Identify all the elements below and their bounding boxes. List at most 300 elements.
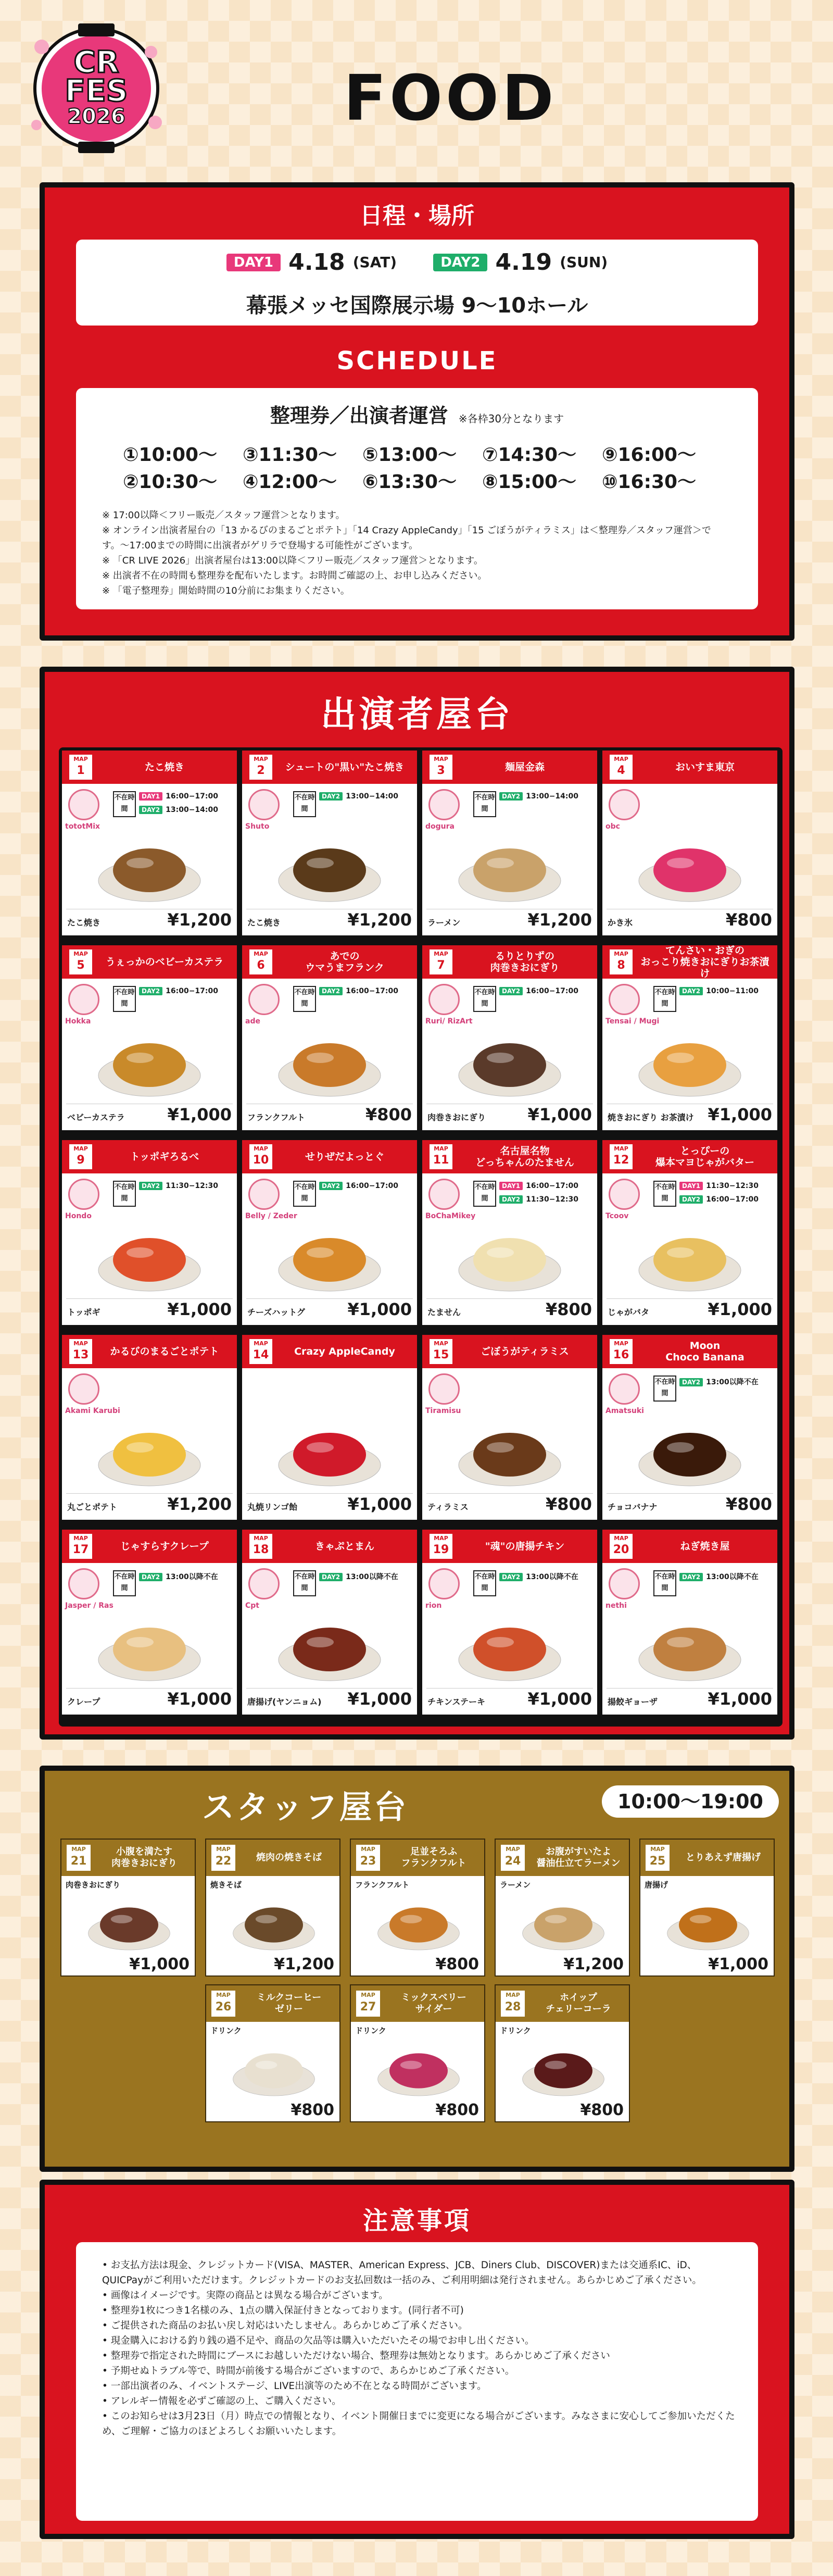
staff-stall-card[interactable] bbox=[60, 1839, 196, 1977]
day2-absent-time bbox=[319, 792, 398, 801]
food-image-icon bbox=[372, 2037, 465, 2100]
schedule-notes bbox=[102, 508, 737, 598]
staff-stall-card[interactable] bbox=[495, 1839, 630, 1977]
stall-name: てんさい・おぎの おっこり焼きおにぎりお茶漬け bbox=[640, 945, 769, 979]
logo-fes: FES bbox=[65, 73, 128, 108]
divider bbox=[607, 1493, 773, 1494]
map-number-badge bbox=[500, 1844, 526, 1872]
stall-card-header bbox=[62, 945, 237, 979]
stall-card[interactable] bbox=[62, 1530, 237, 1715]
stall-name: ねぎ焼き屋 bbox=[680, 1541, 730, 1552]
stall-name: るりとりずの 肉巻きおにぎり bbox=[490, 951, 560, 973]
stall-card-header bbox=[62, 1530, 237, 1563]
map-number-badge bbox=[428, 1533, 453, 1560]
stall-card[interactable] bbox=[422, 1335, 597, 1520]
food-image-icon bbox=[93, 1023, 206, 1102]
creator-avatar bbox=[428, 984, 460, 1015]
map-label: MAP bbox=[361, 1992, 375, 1998]
stall-card[interactable] bbox=[242, 1335, 417, 1520]
map-number: 26 bbox=[215, 2000, 232, 2014]
day2-badge: DAY2 bbox=[499, 792, 523, 801]
map-number: 1 bbox=[77, 764, 85, 777]
notice-item: • 予期せぬトラブル等で、時間が前後する場合がございますので、あらかじめご了承ください。 bbox=[102, 2364, 737, 2379]
item-name: 唐揚げ bbox=[645, 1880, 668, 1890]
stall-card-header bbox=[242, 1140, 417, 1173]
absent-label: 不在時間 bbox=[473, 1181, 496, 1207]
item-price: ¥800 bbox=[545, 1299, 592, 1319]
schedule-note: ※ 「電子整理券」開始時間の10分前にお集まりください。 bbox=[102, 585, 350, 596]
map-label: MAP bbox=[614, 1145, 628, 1152]
absent-label: 不在時間 bbox=[293, 1570, 316, 1596]
item-price: ¥1,000 bbox=[347, 1299, 412, 1319]
food-photo bbox=[453, 1218, 566, 1296]
absent-hours bbox=[293, 1179, 412, 1210]
food-image-icon bbox=[93, 1608, 206, 1686]
food-photo bbox=[273, 1218, 386, 1296]
map-label: MAP bbox=[254, 756, 268, 762]
date-venue-title: 日程・場所 bbox=[360, 203, 474, 229]
item-name: フランクフルト bbox=[355, 1880, 410, 1890]
map-number: 22 bbox=[215, 1855, 232, 1868]
map-label: MAP bbox=[614, 1535, 628, 1542]
map-number-badge bbox=[609, 1338, 634, 1365]
food-image-icon bbox=[634, 1608, 746, 1686]
map-number: 14 bbox=[253, 1348, 269, 1361]
day2-absent-time bbox=[319, 1182, 398, 1190]
creator-name: Shuto bbox=[245, 822, 270, 831]
food-photo bbox=[82, 1892, 176, 1954]
absent-label: 不在時間 bbox=[653, 1181, 676, 1207]
creator-name: nethi bbox=[605, 1602, 627, 1610]
map-number-badge bbox=[428, 1143, 453, 1170]
stall-card[interactable] bbox=[602, 1140, 777, 1325]
map-label: MAP bbox=[506, 1992, 520, 1998]
notice-title: 注意事項 bbox=[362, 2206, 471, 2235]
stall-name: じゃすらすクレープ bbox=[120, 1541, 209, 1552]
time-slot: ⑨16:00〜 bbox=[602, 444, 697, 466]
item-price: ¥800 bbox=[365, 1105, 412, 1124]
stall-card[interactable] bbox=[422, 945, 597, 1130]
item-price: ¥800 bbox=[291, 2101, 334, 2119]
time-range: 16:00−17:00 bbox=[706, 1195, 759, 1204]
creator-name: Cpt bbox=[245, 1602, 259, 1610]
notice-panel bbox=[40, 2180, 794, 2539]
map-number-badge bbox=[210, 1990, 236, 2018]
staff-stall-card[interactable] bbox=[350, 1839, 485, 1977]
time-slot: ⑤13:00〜 bbox=[362, 444, 457, 466]
divider bbox=[607, 1298, 773, 1299]
stall-card[interactable] bbox=[62, 1140, 237, 1325]
absent-label: 不在時間 bbox=[473, 986, 496, 1012]
stall-card[interactable] bbox=[62, 945, 237, 1130]
map-number-badge bbox=[428, 1338, 453, 1365]
ticket-title-text: 整理券／出演者運営 bbox=[270, 404, 448, 427]
item-name: かき氷 bbox=[608, 918, 633, 928]
food-image-icon bbox=[634, 1413, 746, 1491]
absent-hours bbox=[293, 984, 412, 1015]
divider bbox=[426, 1493, 593, 1494]
absent-label: 不在時間 bbox=[653, 986, 676, 1012]
day2-absent-time bbox=[499, 792, 578, 801]
food-photo bbox=[661, 1892, 755, 1954]
notice-item: • アレルギー情報を必ずご確認の上、ご購入ください。 bbox=[102, 2394, 737, 2409]
day1-badge: DAY1 bbox=[139, 792, 162, 801]
map-number: 21 bbox=[70, 1855, 87, 1868]
date-row bbox=[76, 249, 758, 276]
item-name: ティラミス bbox=[427, 1502, 469, 1512]
item-price: ¥1,000 bbox=[527, 1105, 592, 1124]
stall-name: 麺屋金森 bbox=[504, 761, 545, 773]
creator-name: rion bbox=[425, 1602, 442, 1610]
item-name: チョコバナナ bbox=[608, 1502, 658, 1512]
performer-stalls-grid bbox=[59, 747, 782, 1727]
creator-name: Akami Karubi bbox=[65, 1407, 120, 1415]
stall-card[interactable] bbox=[242, 751, 417, 935]
time-range: 16:00−17:00 bbox=[526, 1182, 578, 1190]
time-range: 10:00−11:00 bbox=[706, 987, 759, 995]
stall-card-header bbox=[62, 751, 237, 784]
stall-card[interactable] bbox=[602, 1530, 777, 1715]
creator-avatar bbox=[68, 1179, 99, 1210]
schedule-note: ※ 「CR LIVE 2026」出演者屋台は13:00以降＜フリー販売／スタッフ運営＞となります。 bbox=[102, 555, 483, 566]
food-image-icon bbox=[634, 829, 746, 907]
food-photo bbox=[93, 1608, 206, 1686]
map-label: MAP bbox=[73, 1340, 88, 1347]
absent-hours bbox=[653, 1373, 772, 1405]
day2-date: 4.19 bbox=[495, 249, 552, 276]
stall-card-header bbox=[602, 945, 777, 979]
day2-badge: DAY2 bbox=[679, 1378, 703, 1386]
item-name: ラーメン bbox=[427, 918, 461, 928]
map-number: 5 bbox=[77, 959, 85, 972]
map-number-badge bbox=[248, 1338, 273, 1365]
item-name: フランクフルト bbox=[247, 1112, 306, 1122]
absent-hours bbox=[473, 789, 592, 820]
food-image-icon bbox=[453, 1608, 566, 1686]
staff-stall-card[interactable] bbox=[495, 1984, 630, 2122]
item-price: ¥1,200 bbox=[167, 1494, 232, 1514]
item-name: ベビーカステラ bbox=[67, 1112, 125, 1122]
divider bbox=[607, 1688, 773, 1689]
staff-stall-card[interactable] bbox=[639, 1839, 775, 1977]
absent-label: 不在時間 bbox=[473, 1570, 496, 1596]
stall-name: ホイップ チェリーコーラ bbox=[546, 1992, 611, 2015]
food-photo bbox=[453, 1413, 566, 1491]
map-label: MAP bbox=[614, 951, 628, 957]
food-photo bbox=[453, 829, 566, 907]
creator-name: Belly / Zeder bbox=[245, 1212, 297, 1220]
stall-card[interactable] bbox=[422, 1140, 597, 1325]
food-photo bbox=[273, 1413, 386, 1491]
stall-name: シュートの"黒い"たこ焼き bbox=[285, 761, 405, 773]
item-price: ¥800 bbox=[725, 1494, 772, 1514]
stall-card[interactable] bbox=[242, 1140, 417, 1325]
day2-absent-time bbox=[319, 987, 398, 995]
stall-card-header bbox=[602, 1140, 777, 1173]
staff-card-header bbox=[61, 1840, 195, 1876]
item-name: じゃがバタ bbox=[608, 1307, 650, 1317]
map-number-badge bbox=[428, 948, 453, 976]
food-photo bbox=[634, 829, 746, 907]
creator-name: obc bbox=[605, 822, 620, 831]
map-number-badge bbox=[68, 754, 93, 781]
time-slot: ①10:00〜 bbox=[123, 444, 218, 466]
creator-avatar bbox=[609, 789, 640, 820]
time-slot: ③11:30〜 bbox=[243, 444, 337, 466]
creator-avatar bbox=[609, 1179, 640, 1210]
map-number-badge bbox=[428, 754, 453, 781]
absent-label: 不在時間 bbox=[473, 791, 496, 817]
creator-avatar bbox=[609, 984, 640, 1015]
divider bbox=[426, 1688, 593, 1689]
food-photo bbox=[634, 1413, 746, 1491]
absent-label: 不在時間 bbox=[293, 986, 316, 1012]
notice-item: • このお知らせは3月23日（月）時点での情報となり、イベント開催日までに変更になる場合がございます。みなさまに安心してご参加いただくため、ご理解・ご協力のほどよろしくお願いいたします。 bbox=[102, 2409, 737, 2439]
stall-name: とりあえず唐揚げ bbox=[686, 1852, 761, 1863]
map-number-badge bbox=[500, 1990, 526, 2018]
item-name: たこ焼き bbox=[67, 918, 101, 928]
food-image-icon bbox=[273, 1218, 386, 1296]
notice-box bbox=[76, 2242, 758, 2521]
schedule-note: ※ オンライン出演者屋台の「13 かるびのまるごとポテト」「14 Crazy AppleCandy」「15 ごぼうがティラミス」は＜整理券／スタッフ運営＞です。〜17:00までの時間に出演者がゲリラで登場する可能性がございます。 bbox=[102, 525, 711, 551]
item-name: 唐揚げ(ヤンニョム) bbox=[247, 1697, 322, 1707]
map-number: 18 bbox=[253, 1543, 269, 1556]
absent-hours bbox=[113, 984, 232, 1015]
stall-name: 焼肉の焼きそば bbox=[256, 1852, 322, 1863]
map-number-badge bbox=[68, 948, 93, 976]
day2-absent-time bbox=[139, 987, 218, 995]
food-photo bbox=[227, 1892, 321, 1954]
stall-card-header bbox=[242, 1530, 417, 1563]
logo-cr: CR bbox=[73, 44, 119, 80]
map-label: MAP bbox=[434, 951, 448, 957]
map-label: MAP bbox=[216, 1992, 231, 1998]
item-name: 肉巻きおにぎり bbox=[66, 1880, 121, 1890]
stall-card[interactable] bbox=[602, 751, 777, 935]
stall-card[interactable] bbox=[62, 751, 237, 935]
food-photo bbox=[273, 829, 386, 907]
item-name: たこ焼き bbox=[247, 918, 281, 928]
item-name: ドリンク bbox=[355, 2026, 386, 2035]
creator-avatar bbox=[428, 1179, 460, 1210]
time-range: 11:30−12:30 bbox=[526, 1195, 578, 1204]
staff-stalls-panel bbox=[40, 1766, 794, 2172]
food-photo bbox=[372, 2037, 465, 2100]
item-name: ラーメン bbox=[500, 1880, 531, 1890]
item-price: ¥800 bbox=[725, 910, 772, 930]
food-image-icon bbox=[372, 1892, 465, 1954]
map-label: MAP bbox=[254, 1340, 268, 1347]
time-range: 16:00−17:00 bbox=[346, 987, 398, 995]
map-number: 20 bbox=[613, 1543, 629, 1556]
day2-absent-time bbox=[139, 1182, 218, 1190]
map-number: 7 bbox=[437, 959, 445, 972]
map-number-badge bbox=[248, 1143, 273, 1170]
time-range: 11:30−12:30 bbox=[166, 1182, 218, 1190]
stall-name: Moon Choco Banana bbox=[665, 1340, 744, 1363]
map-number: 3 bbox=[437, 764, 445, 777]
stall-name: うぇっかのベビーカステラ bbox=[105, 956, 224, 968]
time-slot: ⑧15:00〜 bbox=[482, 471, 577, 493]
stall-card-header bbox=[242, 945, 417, 979]
stall-card[interactable] bbox=[242, 945, 417, 1130]
day2-absent-time bbox=[499, 1195, 578, 1204]
notice-item: • お支払方法は現金、クレジットカード(VISA、MASTER、American Express、JCB、Diners Club、DISCOVER)または交通系IC、iD、QUICPayがご利用いただけます。クレジットカードのお支払回数は一括のみ、ご利用明細は発行されません。あらかじめご了承ください。 bbox=[102, 2258, 737, 2288]
map-number: 23 bbox=[360, 1855, 376, 1868]
map-label: MAP bbox=[361, 1846, 375, 1853]
map-number: 17 bbox=[72, 1543, 89, 1556]
map-label: MAP bbox=[73, 756, 88, 762]
map-label: MAP bbox=[216, 1846, 231, 1853]
creator-avatar bbox=[248, 789, 280, 820]
day1-badge: DAY1 bbox=[226, 254, 281, 271]
day2-absent-time bbox=[499, 1571, 578, 1582]
ticket-title bbox=[76, 399, 758, 428]
map-label: MAP bbox=[254, 1535, 268, 1542]
creator-name: BoChaMikey bbox=[425, 1212, 476, 1220]
map-number: 6 bbox=[257, 959, 265, 972]
day1-absent-time bbox=[499, 1182, 578, 1190]
stall-card[interactable] bbox=[62, 1335, 237, 1520]
staff-stall-card[interactable] bbox=[205, 1984, 340, 2122]
absent-label: 不在時間 bbox=[653, 1570, 676, 1596]
day2-badge: DAY2 bbox=[319, 1182, 343, 1190]
absent-hours bbox=[473, 984, 592, 1015]
creator-avatar bbox=[68, 1373, 99, 1405]
creator-avatar bbox=[428, 1373, 460, 1405]
map-number-badge bbox=[248, 754, 273, 781]
staff-card-header bbox=[640, 1840, 774, 1876]
food-photo bbox=[634, 1218, 746, 1296]
staff-stall-card[interactable] bbox=[205, 1839, 340, 1977]
day2-absent-time bbox=[679, 1195, 759, 1204]
map-number: 24 bbox=[504, 1855, 521, 1868]
stall-name: トッポギろるべ bbox=[130, 1151, 199, 1162]
stall-card-header bbox=[242, 1335, 417, 1368]
divider bbox=[66, 1298, 233, 1299]
absent-label: 不在時間 bbox=[113, 1181, 136, 1207]
time-slot: ②10:30〜 bbox=[123, 471, 218, 493]
day2-absent-time bbox=[499, 987, 578, 995]
time-range: 16:00−17:00 bbox=[526, 987, 578, 995]
creator-name: ade bbox=[245, 1017, 260, 1026]
creator-avatar bbox=[68, 984, 99, 1015]
item-price: ¥1,200 bbox=[167, 910, 232, 930]
absent-hours bbox=[293, 1568, 412, 1599]
item-price: ¥800 bbox=[435, 1955, 479, 1973]
stall-card[interactable] bbox=[602, 945, 777, 1130]
food-photo bbox=[227, 2037, 321, 2100]
absent-label: 不在時間 bbox=[293, 791, 316, 817]
stall-card[interactable] bbox=[422, 751, 597, 935]
item-price: ¥1,200 bbox=[347, 910, 412, 930]
item-name: 肉巻きおにぎり bbox=[427, 1112, 486, 1122]
map-number-badge bbox=[66, 1844, 92, 1872]
day2-badge: DAY2 bbox=[319, 987, 343, 995]
food-photo bbox=[634, 1608, 746, 1686]
stall-name: とっぴーの 爆本マヨじゃがバター bbox=[655, 1145, 754, 1168]
stall-card[interactable] bbox=[602, 1335, 777, 1520]
time-range: 13:00以降不在 bbox=[526, 1573, 578, 1581]
map-number-badge bbox=[645, 1844, 671, 1872]
schedule-panel bbox=[40, 182, 794, 641]
stall-name: "魂"の唐揚チキン bbox=[485, 1541, 565, 1552]
food-image-icon bbox=[273, 1413, 386, 1491]
item-price: ¥1,000 bbox=[347, 1494, 412, 1514]
creator-name: Ruri/ RizArt bbox=[425, 1017, 473, 1026]
stall-card-header bbox=[602, 1530, 777, 1563]
food-photo bbox=[453, 1608, 566, 1686]
day2-badge: DAY2 bbox=[679, 987, 703, 995]
time-range: 11:30−12:30 bbox=[706, 1182, 759, 1190]
item-price: ¥1,000 bbox=[167, 1105, 232, 1124]
stall-card-header bbox=[422, 1530, 597, 1563]
absent-hours bbox=[113, 1568, 232, 1599]
stall-card[interactable] bbox=[242, 1530, 417, 1715]
food-photo bbox=[93, 829, 206, 907]
map-label: MAP bbox=[434, 1340, 448, 1347]
stall-name: 名古屋名物 どっちゃんのたません bbox=[475, 1145, 574, 1168]
food-image-icon bbox=[227, 1892, 321, 1954]
staff-card-header bbox=[206, 1985, 339, 2022]
stall-card[interactable] bbox=[422, 1530, 597, 1715]
creator-avatar bbox=[428, 789, 460, 820]
food-image-icon bbox=[93, 1413, 206, 1491]
food-image-icon bbox=[453, 829, 566, 907]
food-image-icon bbox=[93, 1218, 206, 1296]
creator-avatar bbox=[248, 984, 280, 1015]
time-range: 16:00−17:00 bbox=[166, 987, 218, 995]
absent-label: 不在時間 bbox=[113, 986, 136, 1012]
notice-item: • 現金購入における釣り銭の過不足や、商品の欠品等は購入いただいたその場でお申し出ください。 bbox=[102, 2333, 737, 2348]
food-image-icon bbox=[227, 2037, 321, 2100]
time-slot: ④12:00〜 bbox=[243, 471, 337, 493]
item-name: チーズハットグ bbox=[247, 1307, 305, 1317]
map-number: 28 bbox=[504, 2000, 521, 2014]
food-photo bbox=[516, 1892, 610, 1954]
creator-avatar bbox=[609, 1568, 640, 1599]
time-range: 13:00以降不在 bbox=[166, 1573, 218, 1581]
food-image-icon bbox=[516, 1892, 610, 1954]
item-name: ドリンク bbox=[500, 2026, 531, 2035]
food-photo bbox=[93, 1023, 206, 1102]
absent-hours bbox=[473, 1179, 592, 1210]
performer-stalls-title: 出演者屋台 bbox=[320, 694, 513, 735]
staff-card-header bbox=[206, 1840, 339, 1876]
map-number-badge bbox=[68, 1143, 93, 1170]
map-number-badge bbox=[248, 1533, 273, 1560]
food-image-icon bbox=[453, 1218, 566, 1296]
item-price: ¥1,000 bbox=[708, 1689, 772, 1709]
stall-card-header bbox=[422, 945, 597, 979]
staff-stall-card[interactable] bbox=[350, 1984, 485, 2122]
divider bbox=[66, 1493, 233, 1494]
item-price: ¥800 bbox=[580, 2101, 624, 2119]
stall-card-header bbox=[602, 1335, 777, 1368]
map-label: MAP bbox=[73, 1145, 88, 1152]
food-photo bbox=[273, 1023, 386, 1102]
item-price: ¥1,200 bbox=[274, 1955, 334, 1973]
time-range: 16:00−17:00 bbox=[166, 792, 218, 801]
time-slot: ⑦14:30〜 bbox=[482, 444, 577, 466]
stall-name: おいすま東京 bbox=[675, 761, 735, 773]
creator-name: Tensai / Mugi bbox=[605, 1017, 660, 1026]
venue: 幕張メッセ国際展示場 9〜10ホール bbox=[246, 294, 588, 318]
creator-name: tototMix bbox=[65, 822, 100, 831]
day2-absent-time bbox=[139, 1571, 218, 1582]
map-label: MAP bbox=[614, 756, 628, 762]
creator-avatar bbox=[68, 789, 99, 820]
